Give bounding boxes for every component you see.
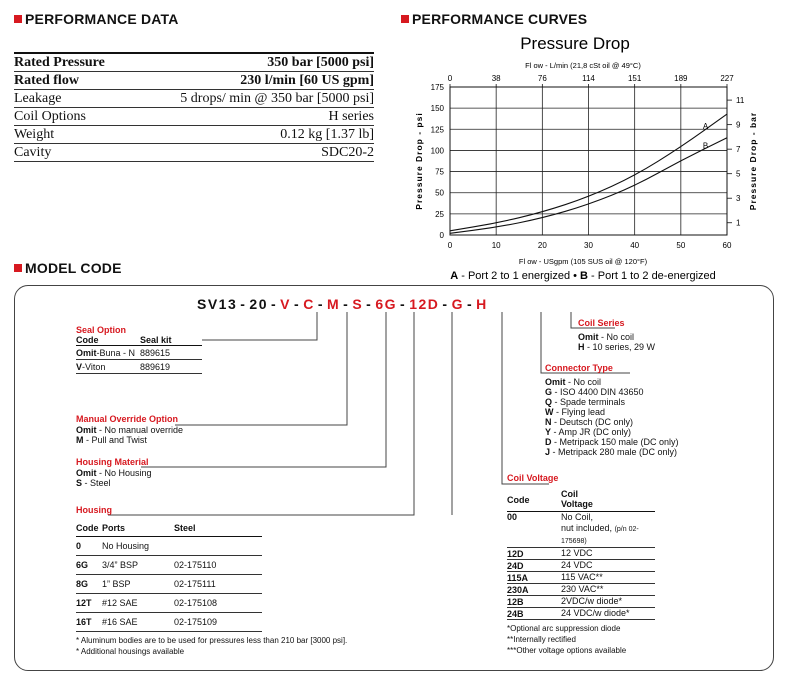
housing-header-ports: Ports — [102, 522, 126, 533]
connector-type-option-code: N — [545, 417, 552, 427]
manual-override-option-code: M — [76, 435, 84, 445]
manual-override-option — [76, 435, 183, 445]
housing-material-option-desc: - Steel — [82, 478, 111, 488]
coil-voltage-code: 12D — [507, 548, 524, 559]
y-tick-label: 50 — [435, 188, 444, 198]
performance-curves-title: PERFORMANCE CURVES — [412, 11, 588, 27]
connector-type-option — [545, 447, 679, 457]
series-label-b: B — [702, 141, 709, 151]
housing-code: 12T — [76, 597, 92, 608]
performance-label: Coil Options — [14, 108, 129, 126]
x-tick-label: 50 — [676, 241, 686, 250]
top-axis-label: Fl ow - L/min (21,8 cSt oil @ 49°C) — [525, 61, 641, 70]
code-separator: - — [240, 296, 247, 312]
performance-label: Leakage — [14, 90, 129, 108]
x-tick-label: 10 — [491, 241, 501, 250]
code-segment: M — [326, 296, 341, 312]
housing-header-code: Code — [76, 522, 99, 533]
connector-type-option-code: W — [545, 407, 554, 417]
y-tick-label: 175 — [430, 83, 444, 92]
coil-voltage-text: 12 VDC — [561, 548, 593, 558]
caption-series-a-text: - Port 2 to 1 energized • — [458, 270, 581, 282]
performance-data-title: PERFORMANCE DATA — [25, 11, 179, 27]
code-segment: G — [451, 296, 464, 312]
coil-series-option-desc: - 10 series, 29 W — [584, 342, 656, 352]
code-separator: - — [400, 296, 407, 312]
connector-type-option-code: G — [545, 387, 553, 397]
seal-option-title: Seal Option — [76, 325, 127, 335]
code-separator: - — [294, 296, 301, 312]
housing-code: 8G — [76, 578, 89, 589]
connector-type-option-desc: - Flying lead — [553, 407, 606, 417]
y-tick-label: 0 — [439, 231, 444, 240]
coil-voltage-title: Coil Voltage — [507, 473, 559, 483]
housing-material-block — [76, 457, 152, 488]
coil-voltage-value — [561, 572, 655, 584]
manual-override-block — [76, 414, 183, 445]
coil-voltage-text: No Coil, — [561, 512, 594, 522]
coil-voltage-text: 115 VAC** — [561, 572, 603, 582]
housing-ports: No Housing — [102, 540, 150, 551]
seal-option-code — [76, 346, 140, 360]
performance-label: Rated flow — [14, 72, 129, 90]
connector-type-option — [545, 437, 679, 447]
caption-series-b: B — [580, 270, 588, 282]
connector-type-option-desc: - ISO 4400 DIN 43650 — [552, 387, 644, 397]
top-tick-label: 151 — [627, 74, 642, 83]
code-segment: C — [303, 296, 315, 312]
housing-steel: 02-175109 — [174, 616, 218, 627]
connector-type-title: Connector Type — [545, 363, 613, 373]
code-segment: 20 — [249, 296, 268, 312]
top-tick-label: 189 — [674, 74, 688, 83]
y-tick-label: 150 — [430, 104, 444, 114]
seal-option-kit: 889619 — [140, 361, 171, 372]
x-tick-label: 60 — [722, 241, 732, 250]
housing-row — [76, 574, 262, 593]
caption-series-a: A — [450, 270, 459, 282]
x-tick-label: 0 — [447, 241, 453, 250]
housing-header-steel: Steel — [174, 522, 196, 533]
performance-value: H series — [129, 108, 374, 126]
coil-voltage-row — [507, 548, 655, 560]
housing-material-option — [76, 468, 152, 478]
code-segment: SV13 — [197, 296, 238, 312]
coil-voltage-block — [507, 473, 657, 656]
housing-material-option-code: Omit — [76, 468, 97, 478]
seal-option-row — [76, 346, 202, 360]
connector-type-option — [545, 427, 679, 437]
x-tick-label: 30 — [584, 241, 593, 250]
housing-row — [76, 555, 262, 574]
connector-type-option-desc: - Amp JR (DC only) — [551, 427, 632, 437]
housing-material-option — [76, 478, 152, 488]
top-tick-label: 76 — [537, 74, 547, 83]
connector-type-option-code: J — [545, 447, 551, 457]
y2-tick-label: 7 — [736, 145, 741, 155]
coil-voltage-text-2a: nut included, — [561, 523, 613, 533]
coil-voltage-value — [561, 584, 655, 596]
coil-series-option-code: H — [578, 342, 585, 352]
top-tick-label: 0 — [447, 74, 453, 83]
coil-voltage-header-voltage: Coil Voltage — [561, 489, 593, 509]
connector-type-option — [545, 377, 679, 387]
coil-voltage-connector — [502, 312, 552, 484]
y2-tick-label: 9 — [736, 120, 741, 130]
code-segment: 6G — [375, 296, 398, 312]
coil-voltage-text: 24 VDC — [561, 560, 593, 570]
performance-label: Weight — [14, 126, 129, 144]
coil-voltage-code: 24B — [507, 608, 524, 619]
coil-voltage-note: *Optional arc suppression diode — [507, 624, 621, 633]
series-label-a: A — [702, 122, 709, 132]
connector-type-block — [545, 363, 679, 457]
code-segment: S — [352, 296, 364, 312]
housing-ports: #16 SAE — [102, 616, 138, 627]
housing-row — [76, 593, 262, 612]
coil-voltage-part-number: (p/n 02-175698) — [561, 526, 639, 545]
code-separator: - — [317, 296, 324, 312]
coil-voltage-row — [507, 572, 655, 584]
connector-type-option — [545, 407, 679, 417]
coil-series-option-code: Omit — [578, 332, 599, 342]
coil-voltage-table — [507, 489, 655, 620]
coil-series-block — [578, 318, 655, 352]
housing-code: 16T — [76, 616, 92, 627]
performance-label: Rated Pressure — [14, 53, 129, 72]
coil-voltage-text: 24 VDC/w diode* — [561, 608, 630, 618]
manual-override-option-code: Omit — [76, 425, 97, 435]
chart-title: Pressure Drop — [520, 34, 630, 53]
coil-voltage-value — [561, 608, 655, 620]
coil-voltage-row — [507, 584, 655, 596]
coil-voltage-text: 230 VAC** — [561, 584, 604, 594]
performance-value: 230 l/min [60 US gpm] — [129, 72, 374, 90]
coil-voltage-header-code: Code — [507, 495, 530, 505]
connector-type-option — [545, 397, 679, 407]
manual-override-option-desc: - No manual override — [96, 425, 184, 435]
code-separator: - — [343, 296, 350, 312]
coil-voltage-text: 2VDC/w diode* — [561, 596, 623, 606]
y2-tick-label: 5 — [736, 169, 741, 179]
performance-value: 5 drops/ min @ 350 bar [5000 psi] — [129, 90, 374, 108]
top-tick-label: 114 — [582, 74, 595, 83]
coil-voltage-row — [507, 596, 655, 608]
seal-option-code-bold: V — [76, 361, 83, 372]
housing-steel: 02-175110 — [174, 559, 217, 570]
coil-voltage-text-2 — [561, 523, 655, 547]
housing-steel: 02-175108 — [174, 597, 218, 608]
housing-material-option-code: S — [76, 478, 83, 488]
code-separator: - — [366, 296, 373, 312]
housing-ports: 1” BSP — [102, 578, 131, 589]
seal-option-code-bold: Omit — [76, 347, 97, 358]
code-segment: H — [476, 296, 488, 312]
connector-type-option-code: Omit — [545, 377, 566, 387]
housing-steel — [174, 536, 262, 555]
code-segment: 12D — [409, 296, 440, 312]
seal-option-connector — [202, 312, 317, 340]
performance-label: Cavity — [14, 144, 129, 162]
code-segment: V — [280, 296, 292, 312]
housing-row — [76, 612, 262, 631]
x-tick-label: 40 — [630, 241, 640, 250]
housing-code: 6G — [76, 559, 89, 570]
coil-voltage-code: 00 — [507, 512, 518, 522]
coil-voltage-value — [561, 512, 655, 548]
seal-option-header-kit: Seal kit — [140, 335, 172, 345]
coil-voltage-row — [507, 560, 655, 572]
x-axis-label: Fl ow - USgpm (105 SUS oil @ 120°F) — [518, 257, 648, 266]
code-separator: - — [271, 296, 278, 312]
seal-option-row — [76, 360, 202, 374]
performance-value: 350 bar [5000 psi] — [129, 53, 374, 72]
coil-voltage-note: ***Other voltage options available — [507, 646, 627, 655]
y2-tick-label: 1 — [736, 218, 741, 228]
connector-type-option-desc: - Spade terminals — [552, 397, 626, 407]
housing-code: 0 — [76, 540, 82, 551]
coil-voltage-code: 12B — [507, 596, 524, 607]
coil-series-title: Coil Series — [578, 318, 625, 328]
connector-type-option-desc: - Metripack 150 male (DC only) — [551, 437, 679, 447]
coil-voltage-code: 24D — [507, 560, 524, 571]
y-axis-label: Pressure Drop - psi — [414, 112, 424, 210]
housing-steel: 02-175111 — [174, 578, 216, 589]
x-tick-label: 20 — [537, 241, 547, 250]
performance-value: 0.12 kg [1.37 lb] — [129, 126, 374, 144]
seal-option-table — [76, 335, 202, 374]
manual-override-title: Manual Override Option — [76, 414, 179, 424]
connector-type-option-desc: - Metripack 280 male (DC only) — [550, 447, 678, 457]
y2-axis-label: Pressure Drop - bar — [748, 111, 758, 211]
coil-voltage-note: **Internally rectified — [507, 635, 576, 644]
y-tick-label: 75 — [435, 167, 444, 177]
connector-type-option-code: Y — [545, 427, 552, 437]
y-tick-label: 25 — [435, 209, 444, 219]
y2-tick-label: 3 — [736, 194, 741, 204]
connector-type-option — [545, 387, 679, 397]
housing-title: Housing — [76, 505, 112, 515]
top-tick-label: 227 — [720, 74, 734, 83]
coil-series-option-desc: - No coil — [598, 332, 635, 342]
coil-voltage-value — [561, 548, 655, 560]
coil-voltage-row — [507, 512, 655, 548]
top-tick-label: 38 — [491, 74, 501, 83]
connector-type-option-desc: - Deutsch (DC only) — [551, 417, 634, 427]
connector-type-option — [545, 417, 679, 427]
connector-type-option-code: Q — [545, 397, 553, 407]
model-code-title: MODEL CODE — [25, 260, 122, 276]
coil-series-option — [578, 332, 655, 342]
seal-option-code-text: -Viton — [82, 361, 106, 372]
seal-option-kit: 889615 — [140, 347, 171, 358]
y2-tick-label: 11 — [736, 96, 745, 106]
performance-value: SDC20-2 — [129, 144, 374, 162]
manual-override-option-desc: - Pull and Twist — [83, 435, 147, 445]
seal-option-code — [76, 360, 140, 374]
housing-table — [76, 520, 262, 632]
seal-option-header-code: Code — [76, 335, 99, 345]
housing-note: * Additional housings available — [76, 646, 185, 656]
housing-note: * Aluminum bodies are to be used for pressures less than 210 bar [3000 psi]. — [76, 635, 348, 645]
housing-ports: #12 SAE — [102, 597, 138, 608]
coil-voltage-row — [507, 608, 655, 620]
code-separator: - — [442, 296, 449, 312]
code-separator: - — [466, 296, 474, 312]
coil-voltage-code: 230A — [507, 584, 529, 595]
coil-voltage-code: 115A — [507, 572, 529, 583]
housing-row — [76, 536, 262, 555]
manual-override-option — [76, 425, 183, 435]
coil-voltage-value — [561, 596, 655, 608]
seal-option-block — [76, 325, 206, 374]
seal-option-code-text: -Buna - N — [96, 347, 136, 358]
y-tick-label: 100 — [430, 146, 444, 156]
housing-material-option-desc: - No Housing — [96, 468, 152, 478]
connector-type-option-code: D — [545, 437, 552, 447]
housing-block — [76, 505, 348, 657]
caption-series-b-text: - Port 1 to 2 de-energized — [587, 270, 716, 282]
coil-series-option — [578, 342, 655, 352]
housing-material-title: Housing Material — [76, 457, 149, 467]
connector-type-option-desc: - No coil — [565, 377, 602, 387]
coil-voltage-value — [561, 560, 655, 572]
y-tick-label: 125 — [430, 125, 444, 135]
housing-ports: 3/4” BSP — [102, 559, 139, 570]
